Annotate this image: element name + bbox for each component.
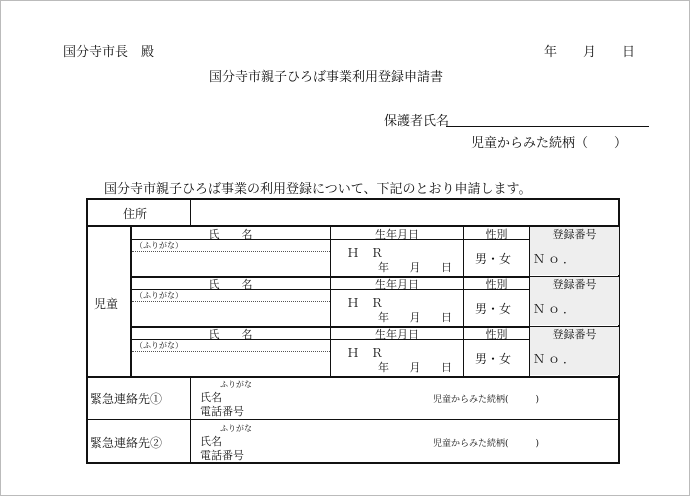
address-input[interactable] [192, 200, 618, 224]
column-divider [190, 198, 191, 226]
era-options[interactable]: Ｈ Ｒ [347, 346, 384, 360]
col-birth-header: 生年月日 [375, 228, 419, 241]
furigana-label: （ふりがな） [135, 341, 183, 350]
col-reg-header: 登録番号 [552, 328, 597, 341]
reg-number: Ｎｏ． [533, 252, 579, 266]
row-divider [86, 419, 620, 420]
furigana-label: （ふりがな） [135, 241, 183, 250]
birth-date[interactable]: 年 月 日 [378, 361, 452, 374]
furigana-divider [132, 301, 330, 302]
child-name-input[interactable] [132, 253, 329, 275]
furigana-label: ふりがな [220, 424, 252, 433]
gender-options[interactable]: 男・女 [475, 302, 512, 316]
statement: 国分寺市親子ひろば事業の利用登録について、下記のとおり申請します。 [104, 182, 532, 197]
col-gender-header: 性別 [485, 328, 508, 341]
child-name-input[interactable] [132, 303, 329, 325]
furigana-divider [132, 251, 330, 252]
col-birth-header: 生年月日 [375, 278, 419, 291]
col-name-header: 氏 名 [208, 278, 253, 291]
furigana-label: ふりがな [220, 380, 252, 389]
guardian-relation[interactable]: 児童からみた続柄（ ） [471, 136, 628, 151]
column-divider [190, 376, 191, 464]
addressee: 国分寺市長 殿 [63, 45, 155, 60]
emergency-label: 緊急連絡先① [90, 392, 163, 406]
furigana-divider [132, 351, 330, 352]
furigana-label: （ふりがな） [135, 291, 183, 300]
col-gender-header: 性別 [485, 278, 508, 291]
address-label: 住所 [123, 207, 148, 221]
phone-label: 電話番号 [200, 405, 244, 418]
reg-number: Ｎｏ． [533, 352, 579, 366]
col-gender-header: 性別 [485, 228, 508, 241]
date-field[interactable]: 年 月 日 [544, 45, 636, 60]
col-reg-header: 登録番号 [552, 278, 597, 291]
col-birth-header: 生年月日 [375, 328, 419, 341]
emergency-label: 緊急連絡先② [90, 436, 163, 450]
col-name-header: 氏 名 [208, 228, 253, 241]
birth-date[interactable]: 年 月 日 [378, 311, 452, 324]
phone-label: 電話番号 [200, 449, 244, 462]
gender-options[interactable]: 男・女 [475, 352, 512, 366]
children-label: 児童 [94, 297, 119, 311]
row-divider [86, 376, 620, 378]
form-title: 国分寺市親子ひろば事業利用登録申請書 [209, 70, 444, 85]
birth-date[interactable]: 年 月 日 [378, 261, 452, 274]
name-label: 氏名 [200, 435, 222, 448]
child-name-input[interactable] [132, 353, 329, 375]
guardian-name-label: 保護者氏名 [384, 114, 450, 129]
reg-number: Ｎｏ． [533, 302, 579, 316]
guardian-name-line[interactable] [446, 126, 649, 127]
relation-label: 児童からみた続柄( ) [433, 439, 540, 449]
era-options[interactable]: Ｈ Ｒ [347, 246, 384, 260]
gender-options[interactable]: 男・女 [475, 252, 512, 266]
col-name-header: 氏 名 [208, 328, 253, 341]
relation-label: 児童からみた続柄( ) [433, 395, 540, 405]
col-reg-header: 登録番号 [552, 228, 597, 241]
era-options[interactable]: Ｈ Ｒ [347, 296, 384, 310]
name-label: 氏名 [200, 391, 222, 404]
